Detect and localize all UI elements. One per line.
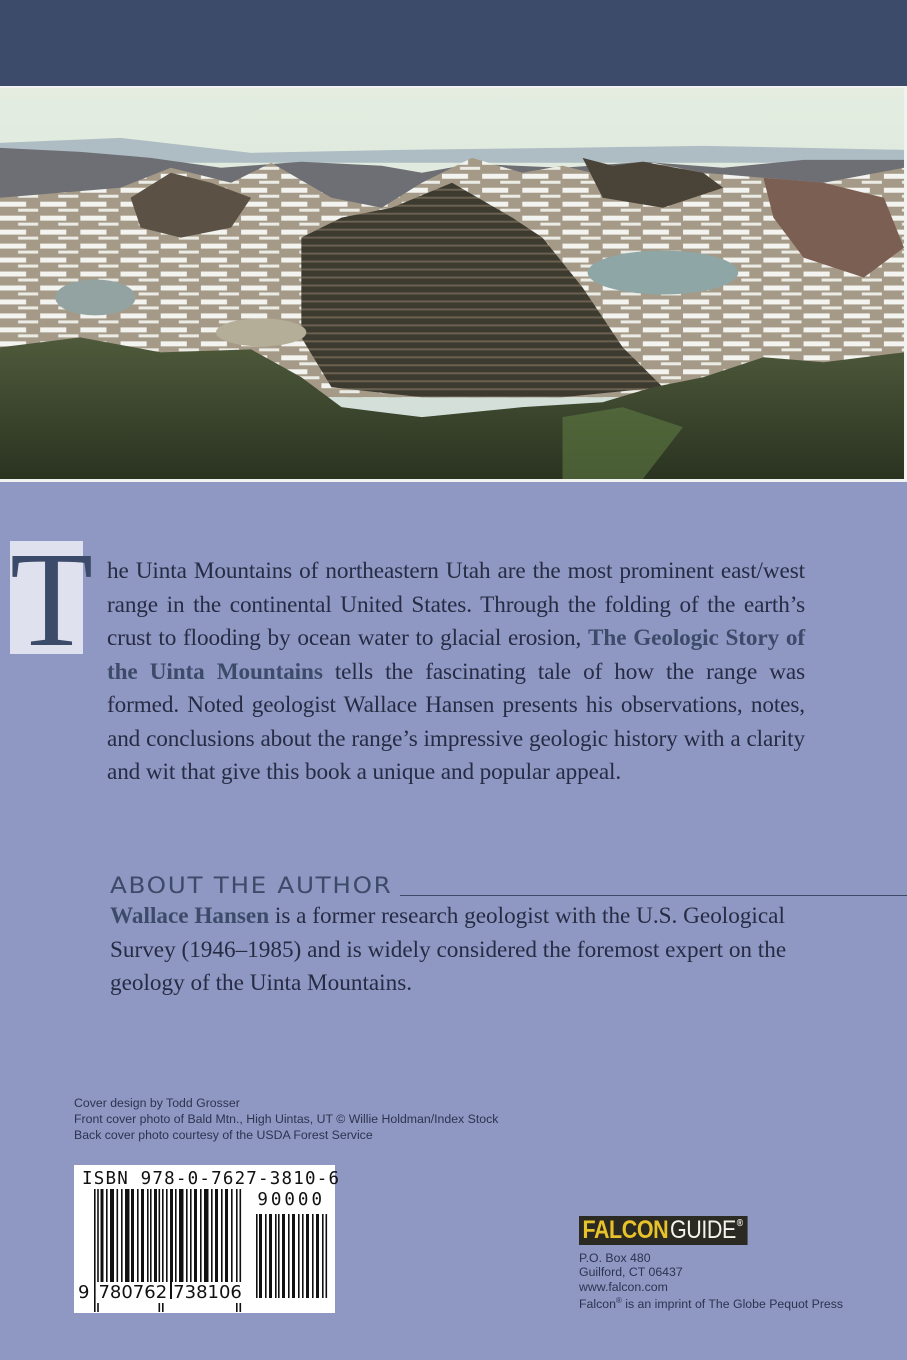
ean-digits [78,1282,243,1303]
cover-photo-frame [0,86,907,482]
author-bio [110,900,810,1001]
barcode-bars-addon [256,1214,328,1298]
author-name: Wallace Hansen [110,903,270,929]
book-title-inline: The Geologic Story of the Uinta Mountains [107,625,805,685]
isbn-barcode [74,1165,341,1313]
imprint-registered-mark: ® [615,1296,622,1306]
imprint-brand: Falcon [579,1297,616,1312]
credit-line: Back cover photo courtesy of the USDA Forest Service [74,1128,373,1142]
falcon-guide-logo [579,1216,748,1245]
mountain-landscape-image [0,88,904,479]
publisher-address [579,1251,843,1312]
credit-line: Front cover photo of Bald Mtn., High Uintas, UT © Willie Holdman/Index Stock [74,1112,499,1126]
address-line-1: P.O. Box 480 [579,1251,651,1265]
logo-guide-text: GUIDE [669,1216,736,1244]
credit-line: Cover design by Todd Grosser [74,1096,240,1110]
barcode-addon-number: 90000 [257,1190,325,1210]
heading-rule [400,895,907,897]
publisher-block [579,1216,843,1312]
isbn-label: ISBN 978-0-7627-3810-6 [82,1169,341,1189]
mountain-photo [0,88,904,479]
publisher-website: www.falcon.com [579,1279,668,1294]
author-bio-text: is a former research geologist with the U.S. Geological Survey (1946–1985) and is widely considered the foremost expert on the geology of the Uinta Mountains. [110,903,787,996]
dropcap-box [10,525,93,675]
description-rest: tells the fascinating tale of how the range was formed. Noted geologist Wallace Hansen presents his observations, notes, and conclusions about the range’s impressive geologic history with a clarity and wit that give this book a unique and popular appeal. [107,658,805,785]
address-line-2: Guilford, CT 06437 [579,1265,683,1280]
logo-falcon-text: FALCON [582,1216,669,1244]
ean-first-digit: 9 [78,1282,90,1303]
about-author-label: ABOUT THE AUTHOR [110,874,393,899]
description-lead: he Uinta Mountains of northeastern Utah are the most prominent east/west range in the continental United States. Through the folding of the earth’s crust to flooding by ocean water to glacial erosion, [107,558,805,651]
top-color-band [0,0,907,86]
imprint-text: is an imprint of The Globe Pequot Press [621,1297,844,1312]
dropcap-letter: T [10,525,93,675]
cover-credits [74,1095,498,1143]
ean-group-2: 738106 [173,1282,242,1303]
book-description [10,525,805,790]
imprint-line [579,1294,843,1312]
about-author-heading [110,870,907,900]
ean-group-1: 780762 [98,1282,168,1303]
registered-mark: ® [736,1218,743,1229]
